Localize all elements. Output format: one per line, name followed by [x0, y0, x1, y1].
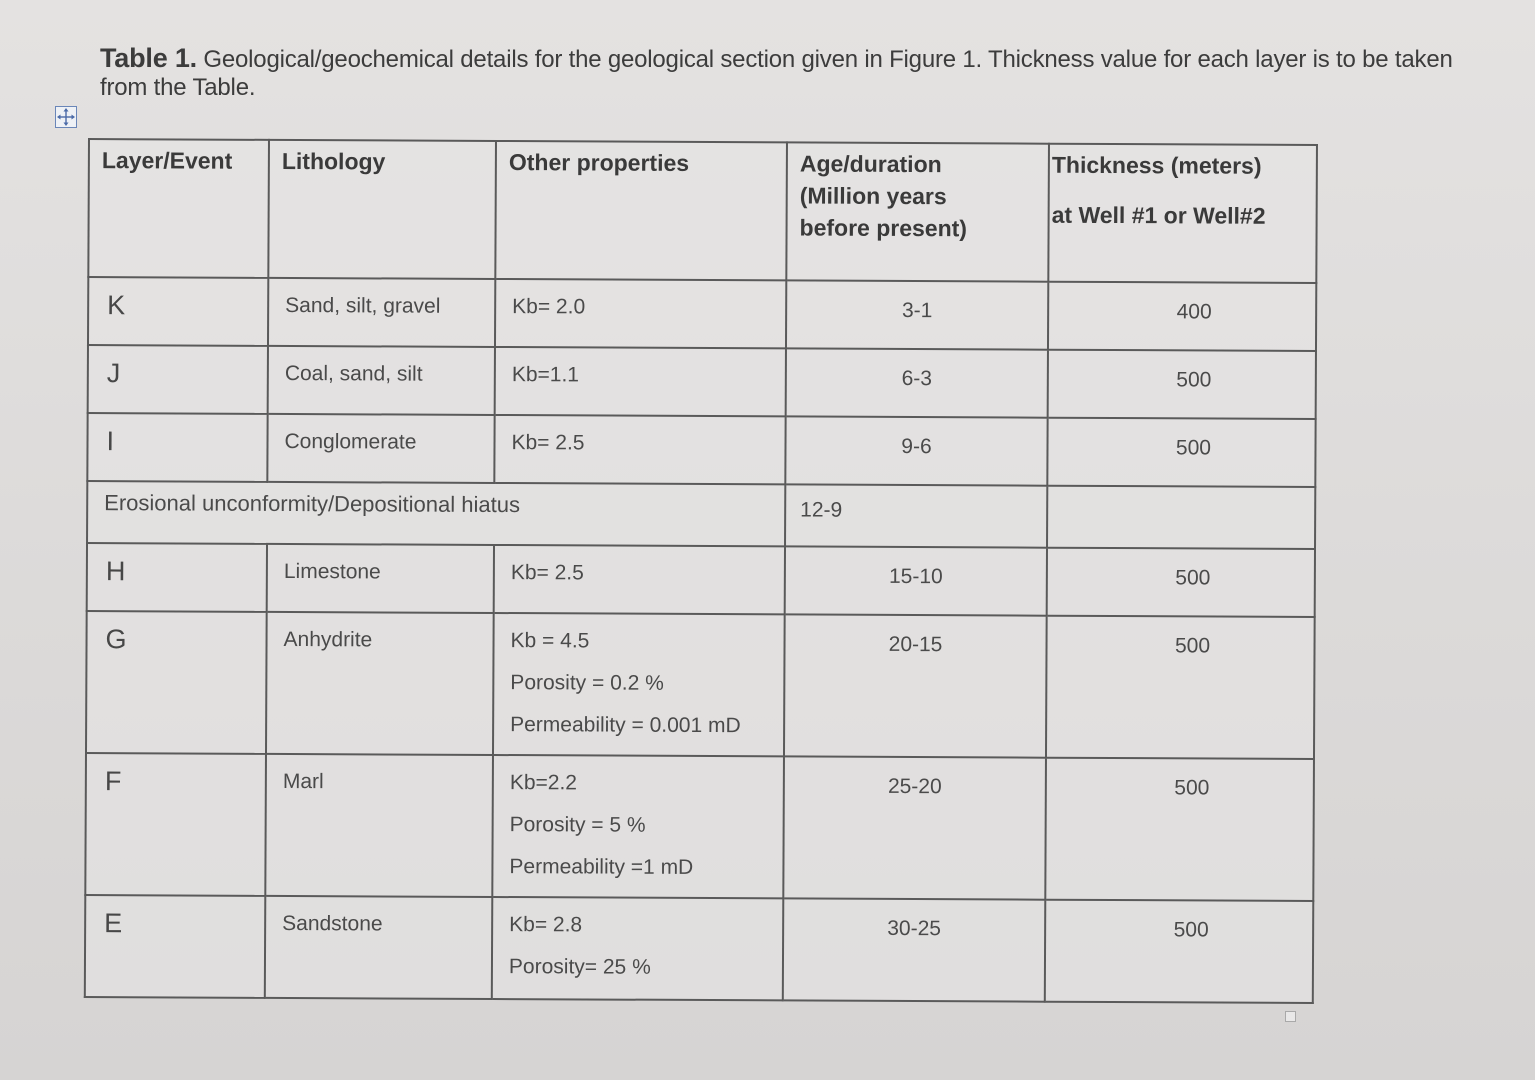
- table-row: [86, 611, 1315, 759]
- lithology-cell: Limestone: [283, 559, 381, 584]
- geology-table: [84, 138, 1318, 1004]
- property-line: Kb=2.2: [509, 771, 578, 795]
- age-cell: 20-15: [888, 632, 943, 657]
- caption-text: Geological/geochemical details for the geological section given in Figure 1. Thickness value for each layer is to be taken from the Table.: [100, 46, 1453, 101]
- lithology-cell: Marl: [282, 769, 324, 794]
- lithology-cell: Coal, sand, silt: [284, 361, 423, 386]
- table-row: [85, 753, 1314, 901]
- age-cell: 9-6: [901, 434, 932, 459]
- layer-cell: I: [106, 426, 115, 457]
- table-row: [85, 895, 1313, 1003]
- layer-cell: F: [104, 766, 122, 797]
- layer-cell: J: [106, 358, 121, 389]
- thickness-cell: 500: [1176, 368, 1212, 392]
- table-caption: [100, 44, 1480, 102]
- layer-cell: E: [104, 908, 123, 939]
- thickness-cell: 500: [1175, 436, 1212, 460]
- lithology-cell: Anhydrite: [283, 627, 373, 652]
- header-thickness: Thickness (meters) at Well #1 or Well#2: [1048, 144, 1317, 283]
- property-line: Porosity = 0.2 %: [510, 671, 664, 695]
- thickness-cell: 400: [1176, 300, 1212, 324]
- move-cross-icon[interactable]: [55, 106, 77, 128]
- property-line: Porosity= 25 %: [508, 955, 651, 979]
- lithology-cell: Sandstone: [282, 911, 383, 936]
- age-cell: 6-3: [901, 366, 933, 391]
- property-line: Kb= 2.5: [510, 561, 584, 585]
- header-other-properties: Other properties: [495, 141, 787, 280]
- thickness-cell: 500: [1175, 566, 1211, 590]
- table-row: [88, 277, 1316, 351]
- age-cell: 25-20: [887, 774, 942, 799]
- property-line: Kb= 2.0: [512, 295, 586, 319]
- event-thickness-cell: [1047, 486, 1315, 549]
- lithology-cell: Sand, silt, gravel: [285, 293, 441, 318]
- property-line: Kb= 2.8: [509, 913, 583, 937]
- header-row: [88, 139, 1317, 283]
- age-cell: 30-25: [887, 916, 942, 941]
- layer-cell: H: [105, 556, 126, 587]
- event-age: 12-9: [800, 498, 843, 522]
- thickness-cell: 500: [1173, 918, 1209, 942]
- resize-square-icon[interactable]: [1285, 1011, 1296, 1022]
- lithology-cell: Conglomerate: [284, 429, 417, 454]
- caption-label: Table 1.: [100, 43, 197, 73]
- property-line: Kb= 2.5: [511, 431, 585, 455]
- age-cell: 3-1: [901, 298, 933, 323]
- event-text: Erosional unconformity/Depositional hiatus: [104, 490, 521, 518]
- table-row: [87, 413, 1315, 487]
- event-row: [87, 481, 1315, 549]
- property-line: Porosity = 5 %: [509, 813, 646, 837]
- property-line: Permeability =1 mD: [509, 855, 694, 879]
- property-line: Kb = 4.5: [510, 629, 590, 653]
- header-lithology: Lithology: [268, 140, 496, 279]
- property-line: Kb=1.1: [511, 363, 580, 387]
- table-row: [88, 345, 1316, 419]
- layer-cell: G: [105, 624, 127, 655]
- thickness-cell: 500: [1174, 776, 1210, 800]
- table-row: [87, 543, 1315, 617]
- thickness-cell: 500: [1174, 634, 1211, 658]
- header-age: Age/duration (Million years before present): [786, 142, 1049, 281]
- layer-cell: K: [107, 290, 126, 321]
- header-layer: Layer/Event: [88, 139, 269, 278]
- age-cell: 15-10: [888, 564, 943, 589]
- property-line: Permeability = 0.001 mD: [510, 713, 741, 738]
